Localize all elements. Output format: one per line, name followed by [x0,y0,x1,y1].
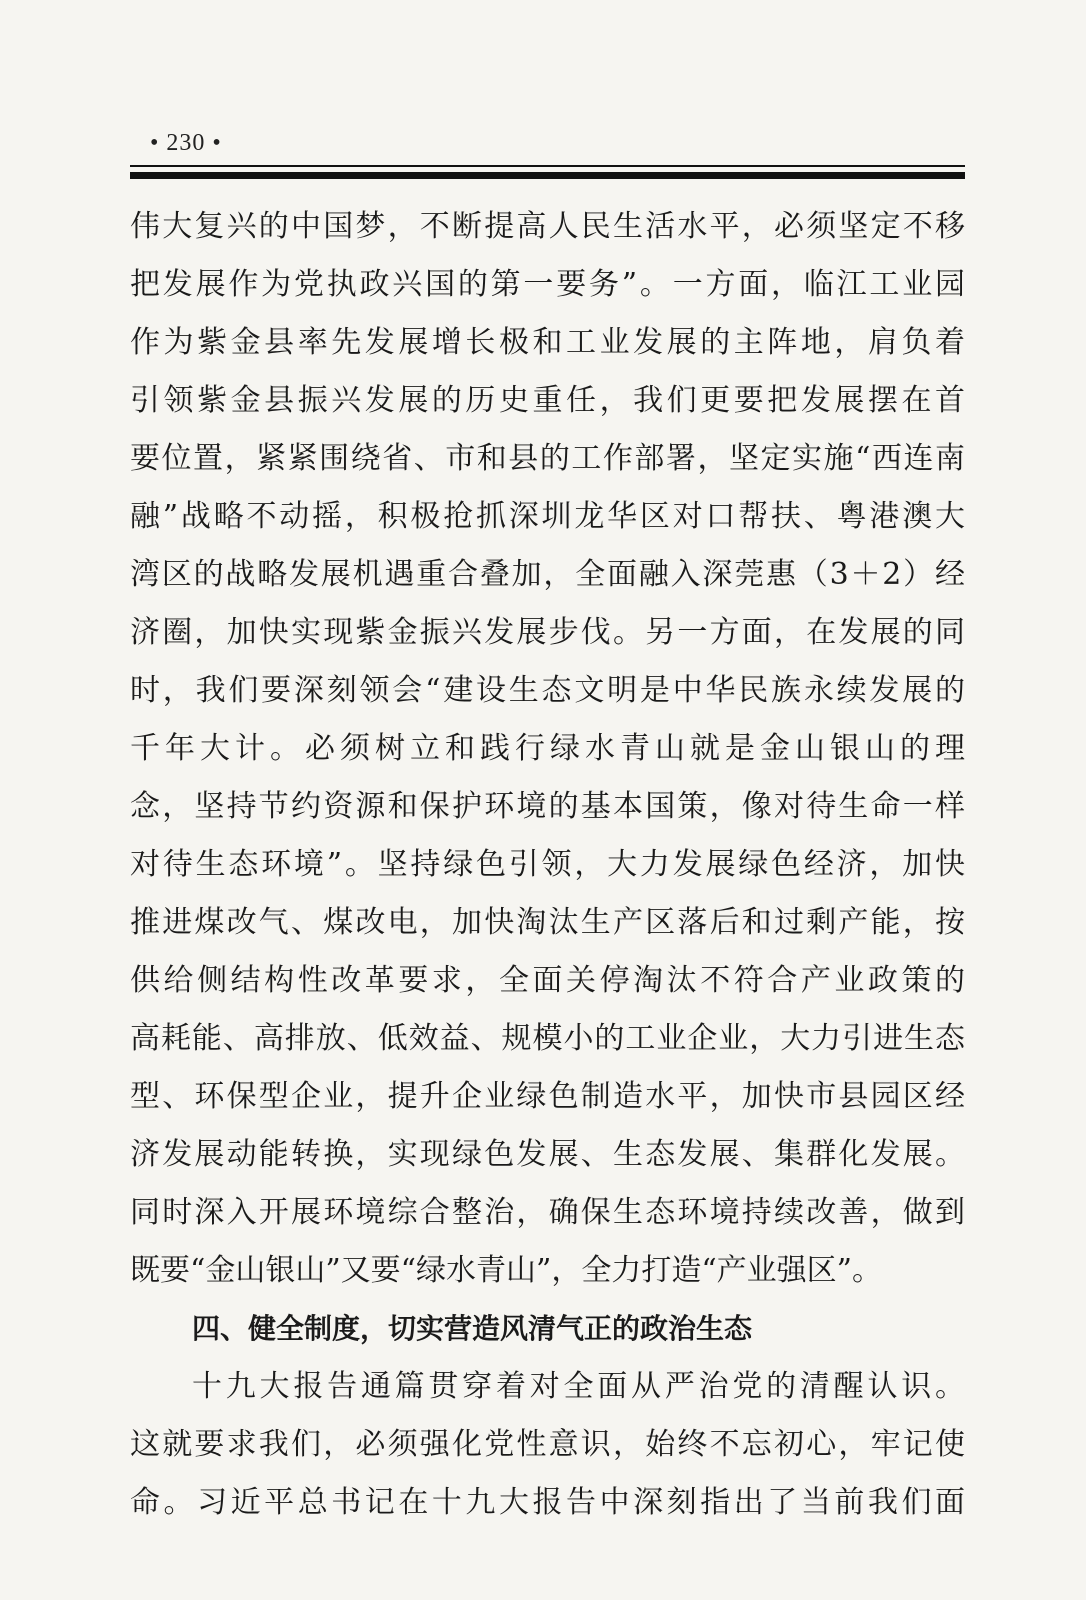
text-line: 念，坚持节约资源和保护环境的基本国策，像对待生命一样 [130,789,965,824]
text-line: 要位置，紧紧围绕省、市和县的工作部署，坚定实施“西连南 [130,441,965,476]
text-line: 济发展动能转换，实现绿色发展、生态发展、集群化发展。 [130,1137,965,1172]
text-line: 命。习近平总书记在十九大报告中深刻指出了当前我们面 [130,1485,965,1520]
text-line: 融”战略不动摇，积极抢抓深圳龙华区对口帮扶、粤港澳大 [130,499,965,534]
text-line: 时，我们要深刻领会“建设生态文明是中华民族永续发展的 [130,673,965,708]
body-text [130,198,965,1532]
text-line: 推进煤改气、煤改电，加快淘汰生产区落后和过剩产能，按 [130,905,965,940]
text-line: 作为紫金县率先发展增长极和工业发展的主阵地，肩负着 [130,325,965,360]
text-line: 同时深入开展环境综合整治，确保生态环境持续改善，做到 [130,1195,965,1230]
header-rule-thin [130,165,965,167]
text-line: 供给侧结构性改革要求，全面关停淘汰不符合产业政策的 [130,963,965,998]
page-number: • 230 • [150,130,222,156]
text-line: 型、环保型企业，提升企业绿色制造水平，加快市县园区经 [130,1079,965,1114]
text-line: 千年大计。必须树立和践行绿水青山就是金山银山的理 [130,731,965,766]
text-line: 这就要求我们，必须强化党性意识，始终不忘初心，牢记使 [130,1427,965,1462]
text-line: 既要“金山银山”又要“绿水青山”，全力打造“产业强区”。 [130,1253,883,1288]
header-rule-thick [130,172,965,179]
text-line: 济圈，加快实现紫金振兴发展步伐。另一方面，在发展的同 [130,615,965,650]
text-line: 高耗能、高排放、低效益、规模小的工业企业，大力引进生态 [130,1021,965,1056]
text-line: 对待生态环境”。坚持绿色引领，大力发展绿色经济，加快 [130,847,965,882]
text-line: 引领紫金县振兴发展的历史重任，我们更要把发展摆在首 [130,383,965,418]
section-heading: 四、健全制度，切实营造风清气正的政治生态 [192,1312,753,1345]
text-line: 十九大报告通篇贯穿着对全面从严治党的清醒认识。 [192,1369,965,1404]
text-line: 把发展作为党执政兴国的第一要务”。一方面，临江工业园 [130,267,965,302]
text-line: 伟大复兴的中国梦，不断提高人民生活水平，必须坚定不移 [130,209,965,244]
text-line: 湾区的战略发展机遇重合叠加，全面融入深莞惠（3＋2）经 [130,557,965,592]
